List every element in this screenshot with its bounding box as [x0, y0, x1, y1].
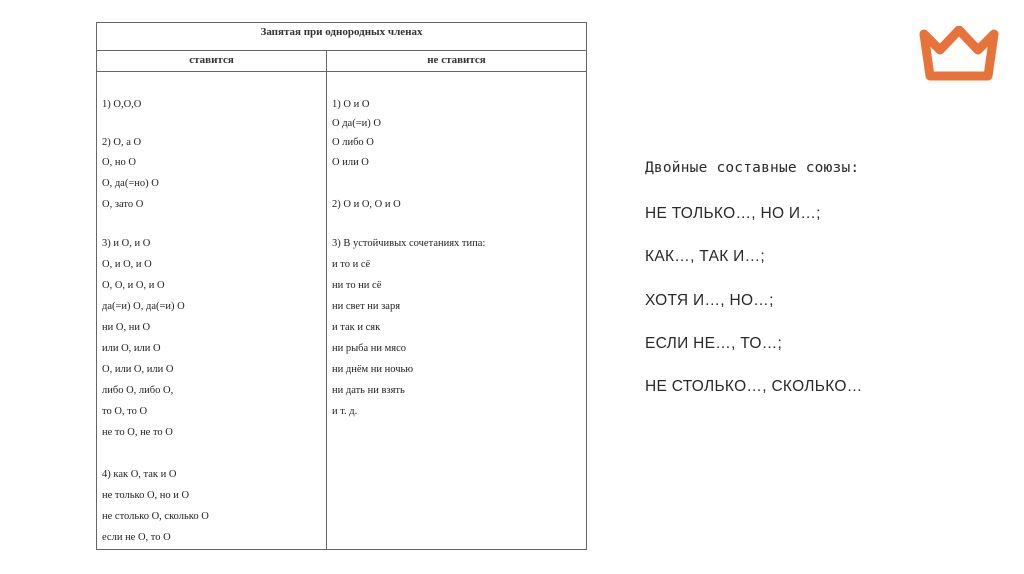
right-column	[327, 71, 586, 549]
right-line: ни свет ни заря	[332, 301, 401, 312]
left-line: ни О, ни О	[102, 322, 151, 333]
right-line: О либо О	[332, 137, 374, 148]
left-line: О, да(=но) О	[102, 178, 159, 189]
left-line: 2) О, а О	[102, 137, 142, 148]
right-line: ни днём ни ночью	[332, 364, 414, 375]
table-body	[97, 71, 586, 549]
right-line: и так и сяк	[332, 322, 381, 333]
left-line: 3) и О, и О	[102, 238, 151, 249]
right-line: и то и сё	[332, 259, 371, 270]
left-line: О, О, и О, и О	[102, 280, 165, 291]
left-column	[97, 71, 327, 549]
right-line: 1) О и О	[332, 99, 370, 110]
conjunction-item: НЕ СТОЛЬКО…, СКОЛЬКО…	[645, 378, 863, 395]
conjunctions-heading: Двойные составные союзы:	[645, 160, 860, 176]
left-line: О, но О	[102, 157, 136, 168]
right-line: ни дать ни взять	[332, 385, 405, 396]
left-line: О, зато О	[102, 199, 144, 210]
crown-icon	[918, 26, 1000, 82]
left-line: не столько О, сколько О	[102, 511, 209, 522]
left-line: либо О, либо О,	[102, 385, 174, 396]
left-line: то О, то О	[102, 406, 148, 417]
conjunction-item: ХОТЯ И…, НО…;	[645, 292, 774, 309]
left-line: не то О, не то О	[102, 427, 173, 438]
left-line: да(=и) О, да(=и) О	[102, 301, 185, 312]
left-line: 1) О,О,О	[102, 99, 142, 110]
right-line: ни то ни сё	[332, 280, 382, 291]
table-title: Запятая при однородных членах	[97, 23, 586, 51]
right-line: 2) О и О, О и О	[332, 199, 401, 210]
left-line: не только О, но и О	[102, 490, 190, 501]
conjunction-item: КАК…, ТАК И…;	[645, 248, 765, 265]
left-line: О, и О, и О	[102, 259, 152, 270]
left-line: 4) как О, так и О	[102, 469, 177, 480]
header-right: не ставится	[427, 54, 486, 66]
right-line: О или О	[332, 157, 369, 168]
right-line: 3) В устойчивых сочетаниях типа:	[332, 238, 486, 249]
left-line: или О, или О	[102, 343, 161, 354]
conjunction-item: ЕСЛИ НЕ…, ТО…;	[645, 335, 783, 352]
right-line: и т. д.	[332, 406, 358, 417]
left-line: О, или О, или О	[102, 364, 174, 375]
header-left: ставится	[97, 51, 327, 71]
right-line: ни рыба ни мясо	[332, 343, 407, 354]
right-line: О да(=и) О	[332, 118, 381, 129]
table-header-row	[97, 51, 586, 72]
conjunction-item: НЕ ТОЛЬКО…, НО И…;	[645, 205, 821, 222]
left-line: если не О, то О	[102, 532, 171, 543]
comma-rules-table	[96, 22, 587, 550]
